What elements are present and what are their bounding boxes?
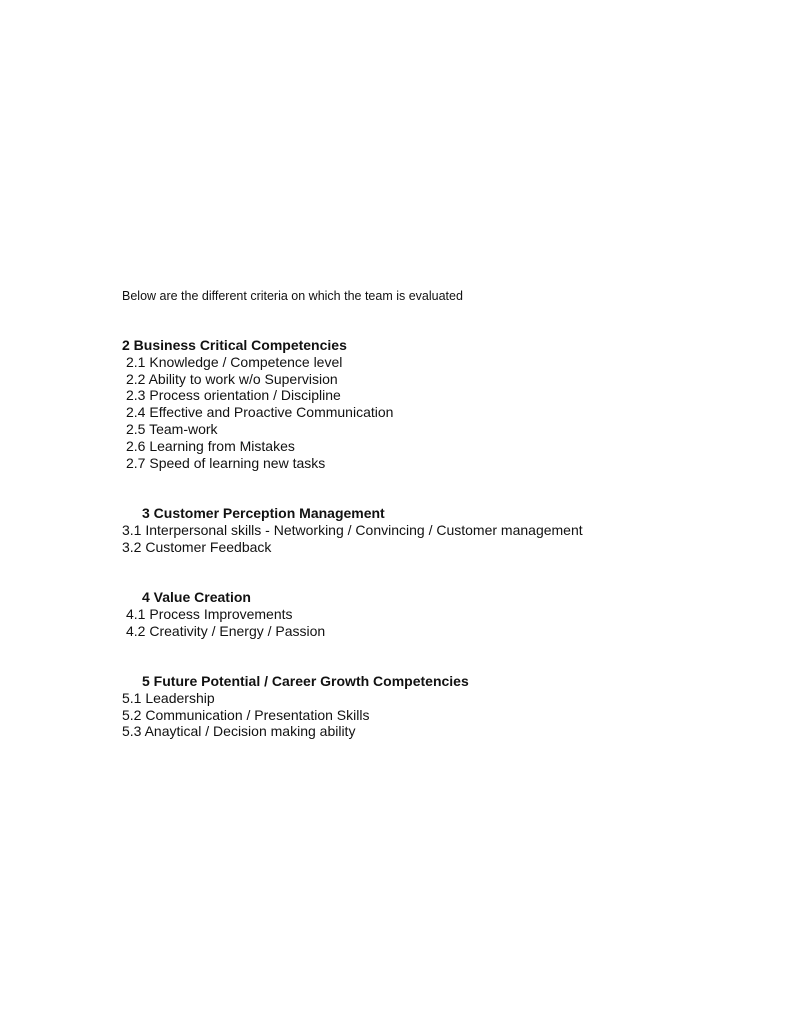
criteria-item: 4.2 Creativity / Energy / Passion [126, 622, 326, 639]
section-heading: 4 Value Creation [142, 589, 251, 605]
criteria-item: 2.2 Ability to work w/o Supervision [126, 370, 338, 387]
section-heading: 5 Future Potential / Career Growth Competencies [142, 673, 469, 689]
section-value-creation [122, 589, 325, 639]
criteria-item: 5.3 Anaytical / Decision making ability [122, 723, 356, 740]
section-heading: 2 Business Critical Competencies [122, 337, 347, 353]
criteria-item: 3.2 Customer Feedback [122, 538, 272, 555]
criteria-item: 4.1 Process Improvements [126, 605, 293, 622]
criteria-item: 2.6 Learning from Mistakes [126, 437, 295, 454]
criteria-item: 3.1 Interpersonal skills - Networking / Convincing / Customer management [122, 521, 583, 538]
section-future-potential [122, 673, 469, 740]
section-customer-perception-management [122, 505, 583, 555]
criteria-item: 2.3 Process orientation / Discipline [126, 387, 341, 404]
criteria-item: 5.2 Communication / Presentation Skills [122, 706, 370, 723]
intro-text: Below are the different criteria on which the team is evaluated [122, 289, 463, 303]
criteria-item: 2.5 Team-work [126, 420, 218, 437]
criteria-item: 2.7 Speed of learning new tasks [126, 454, 326, 471]
criteria-item: 2.4 Effective and Proactive Communication [126, 404, 394, 421]
criteria-item: 2.1 Knowledge / Competence level [126, 353, 343, 370]
section-heading: 3 Customer Perception Management [142, 505, 385, 521]
section-business-critical-competencies [122, 337, 393, 471]
criteria-item: 5.1 Leadership [122, 689, 215, 706]
